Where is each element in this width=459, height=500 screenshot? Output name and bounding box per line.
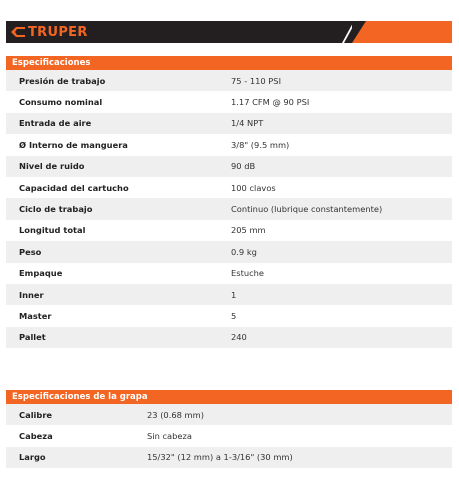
staple-specs-rows [6,404,452,468]
specs-table-title: Especificaciones [6,56,452,70]
spec-label: Calibre [19,409,53,420]
spec-value: 1.17 CFM @ 90 PSI [231,97,310,108]
table-row [6,447,452,468]
brand-bar-accent [352,21,452,43]
specs-rows [6,70,452,348]
table-row [6,284,452,305]
spec-value: Sin cabeza [147,431,192,442]
spec-label: Peso [19,246,42,257]
spec-value: 5 [231,310,237,321]
spec-label: Ø Interno de manguera [19,139,128,150]
spec-value: 3/8" (9.5 mm) [231,139,290,150]
spec-label: Largo [19,452,46,463]
spec-value: 100 clavos [231,182,276,193]
spec-value: 0.9 kg [231,246,257,257]
spec-label: Inner [19,289,44,300]
brand-name: TRUPER [28,24,88,40]
spec-value: Estuche [231,268,265,279]
spec-label: Master [19,310,52,321]
spec-value: 75 - 110 PSI [231,75,282,86]
table-row [6,425,452,446]
spec-value: 15/32" (12 mm) a 1-3/16" (30 mm) [147,452,293,463]
table-row [6,241,452,262]
table-row [6,91,452,112]
table-row [6,134,452,155]
table-row [6,220,452,241]
staple-specs-title: Especificaciones de la grapa [6,390,452,404]
spec-value: 90 dB [231,161,256,172]
spec-value: 23 (0.68 mm) [147,409,204,420]
table-row [6,404,452,425]
spec-value: Continuo (lubrique constantemente) [231,204,383,215]
spec-label: Empaque [19,268,63,279]
table-row [6,327,452,348]
spec-label: Nivel de ruido [19,161,85,172]
truper-logo [10,24,88,40]
spec-label: Longitud total [19,225,86,236]
spec-label: Pallet [19,332,46,343]
truper-logo-icon [10,26,26,38]
spec-label: Consumo nominal [19,97,103,108]
table-row [6,177,452,198]
table-row [6,113,452,134]
spec-value: 1 [231,289,237,300]
spec-label: Cabeza [19,431,53,442]
spec-label: Presión de trabajo [19,75,106,86]
table-row [6,70,452,91]
table-row [6,156,452,177]
spec-value: 240 [231,332,247,343]
staple-specs-table [6,390,452,468]
table-row [6,305,452,326]
table-row [6,198,452,219]
brand-bar [6,21,452,43]
spec-value: 1/4 NPT [231,118,264,129]
spec-label: Ciclo de trabajo [19,204,93,215]
spec-label: Capacidad del cartucho [19,182,129,193]
spec-label: Entrada de aire [19,118,92,129]
table-row [6,263,452,284]
specs-table [6,56,452,348]
spec-value: 205 mm [231,225,266,236]
